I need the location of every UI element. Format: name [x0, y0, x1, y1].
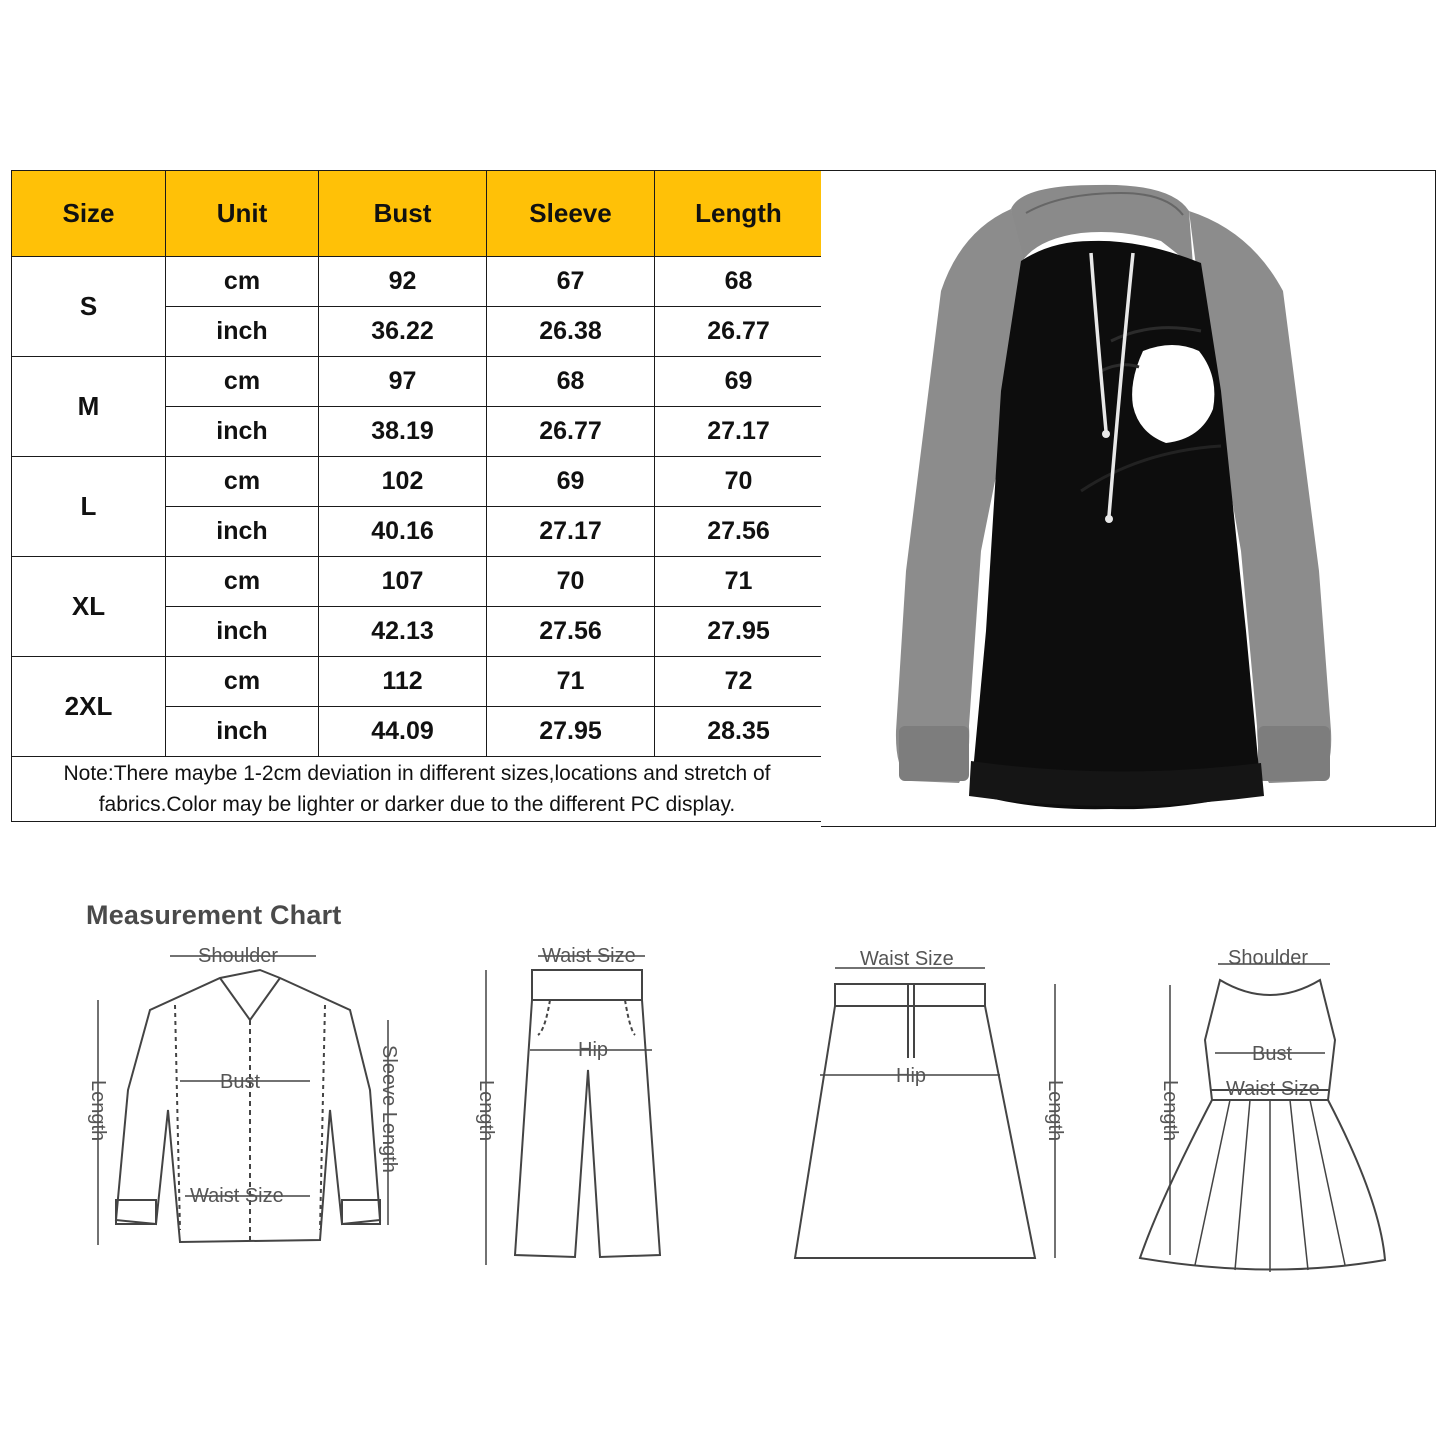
- sleeve-value: 70: [487, 557, 655, 607]
- unit-cm: cm: [166, 357, 319, 407]
- length-value: 27.17: [655, 407, 823, 457]
- length-value: 27.56: [655, 507, 823, 557]
- sleeve-value: 27.56: [487, 607, 655, 657]
- bust-value: 107: [319, 557, 487, 607]
- header-sleeve: Sleeve: [487, 171, 655, 257]
- bust-value: 40.16: [319, 507, 487, 557]
- size-chart-table-wrap: [11, 170, 822, 827]
- size-label: M: [12, 357, 166, 457]
- bust-value: 38.19: [319, 407, 487, 457]
- note-row: [12, 757, 823, 822]
- dress-shoulder-label: Shoulder: [1228, 947, 1309, 969]
- unit-inch: inch: [166, 707, 319, 757]
- size-label: 2XL: [12, 657, 166, 757]
- sleeve-value: 67: [487, 257, 655, 307]
- header-unit: Unit: [166, 171, 319, 257]
- length-value: 72: [655, 657, 823, 707]
- size-label: XL: [12, 557, 166, 657]
- skirt-diagram: [790, 940, 1090, 1260]
- bust-value: 36.22: [319, 307, 487, 357]
- sleeve-value: 69: [487, 457, 655, 507]
- skirt-length-label: Length: [1044, 1080, 1066, 1142]
- shirt-shoulder-label: Shoulder: [198, 945, 279, 967]
- length-value: 28.35: [655, 707, 823, 757]
- table-header-row: [12, 171, 823, 257]
- table-row: [12, 657, 823, 707]
- measurement-chart-title: Measurement Chart: [86, 900, 342, 930]
- dress-length-label: Length: [1159, 1080, 1181, 1142]
- bust-value: 97: [319, 357, 487, 407]
- shirt-sleeve-label: Sleeve Length: [378, 1045, 400, 1173]
- sleeve-value: 27.17: [487, 507, 655, 557]
- pants-hip-label: Hip: [578, 1039, 609, 1061]
- skirt-waist-label: Waist Size: [860, 948, 954, 970]
- size-label: S: [12, 257, 166, 357]
- size-label: L: [12, 457, 166, 557]
- sleeve-value: 26.38: [487, 307, 655, 357]
- size-chart-table: [11, 170, 823, 822]
- length-value: 27.95: [655, 607, 823, 657]
- header-bust: Bust: [319, 171, 487, 257]
- dress-bust-label: Bust: [1252, 1043, 1293, 1065]
- unit-cm: cm: [166, 657, 319, 707]
- table-row: [12, 457, 823, 507]
- nursing-hoodie-illustration: [821, 171, 1435, 826]
- bust-value: 102: [319, 457, 487, 507]
- unit-inch: inch: [166, 407, 319, 457]
- sleeve-value: 68: [487, 357, 655, 407]
- bust-value: 92: [319, 257, 487, 307]
- table-row: [12, 257, 823, 307]
- unit-inch: inch: [166, 607, 319, 657]
- shirt-bust-label: Bust: [220, 1071, 261, 1093]
- length-value: 68: [655, 257, 823, 307]
- unit-cm: cm: [166, 557, 319, 607]
- header-size: Size: [12, 171, 166, 257]
- length-value: 26.77: [655, 307, 823, 357]
- bust-value: 112: [319, 657, 487, 707]
- dress-waist-label: Waist Size: [1226, 1078, 1320, 1100]
- pants-diagram: [470, 940, 670, 1270]
- bust-value: 42.13: [319, 607, 487, 657]
- length-value: 69: [655, 357, 823, 407]
- sleeve-value: 71: [487, 657, 655, 707]
- length-value: 70: [655, 457, 823, 507]
- length-value: 71: [655, 557, 823, 607]
- sleeve-value: 26.77: [487, 407, 655, 457]
- product-photo-panel: [821, 170, 1436, 827]
- size-note: Note:There maybe 1-2cm deviation in different sizes,locations and stretch of fabrics.Color may be lighter or darker due to the different PC display.: [12, 757, 823, 822]
- shirt-waist-label: Waist Size: [190, 1185, 284, 1207]
- sleeve-value: 27.95: [487, 707, 655, 757]
- skirt-hip-label: Hip: [896, 1065, 927, 1087]
- unit-cm: cm: [166, 257, 319, 307]
- unit-cm: cm: [166, 457, 319, 507]
- pants-waist-label: Waist Size: [542, 945, 636, 967]
- unit-inch: inch: [166, 307, 319, 357]
- unit-inch: inch: [166, 507, 319, 557]
- shirt-length-label: Length: [87, 1080, 109, 1142]
- dress-diagram: [1140, 940, 1390, 1280]
- shirt-diagram: [80, 940, 420, 1260]
- header-length: Length: [655, 171, 823, 257]
- table-row: [12, 357, 823, 407]
- table-row: [12, 557, 823, 607]
- bust-value: 44.09: [319, 707, 487, 757]
- pants-length-label: Length: [475, 1080, 497, 1142]
